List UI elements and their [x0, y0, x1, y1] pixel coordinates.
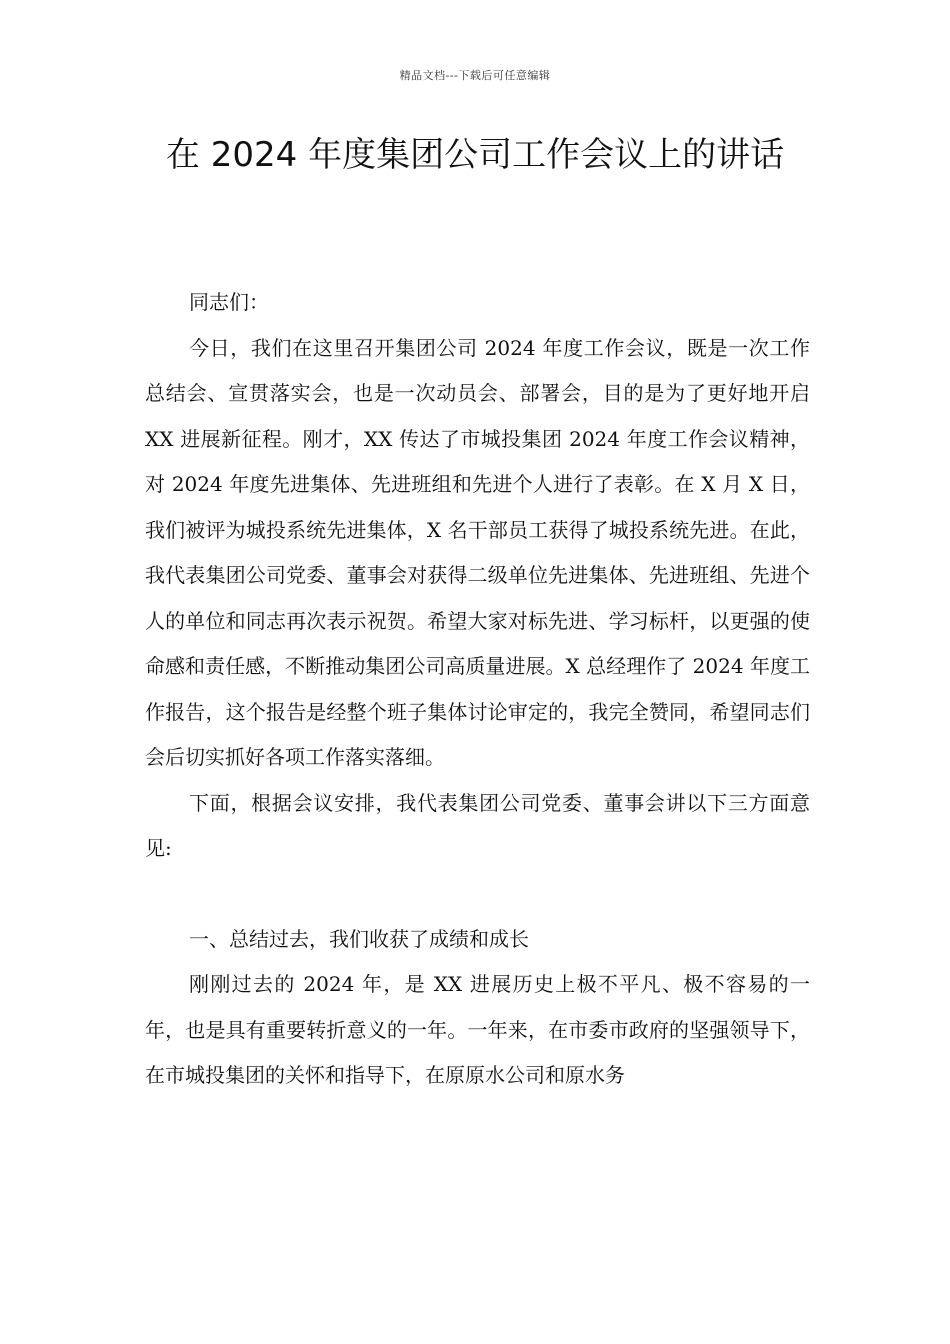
salutation: 同志们：: [189, 290, 269, 314]
paragraph-agenda: 下面，根据会议安排，我代表集团公司党委、董事会讲以下三方面意见:: [145, 790, 810, 860]
document-body: [145, 280, 810, 1099]
header-note: 精品文档---下载后可任意编辑: [399, 69, 551, 82]
paragraph-review: 刚刚过去的 2024 年，是 XX 进展历史上极不平凡、极不容易的一年，也是具有重要转折意义的一年。一年来，在市委市政府的坚强领导下，在市城投集团的关怀和指导下，在原原水公司和原水务: [145, 972, 810, 1087]
document-title: 在 2024 年度集团公司工作会议上的讲话: [165, 135, 785, 175]
section-heading-1: 一、总结过去，我们收获了成绩和成长: [189, 926, 529, 951]
paragraph-intro: 今日，我们在这里召开集团公司 2024 年度工作会议，既是一次工作总结会、宣贯落实会，也是一次动员会、部署会，目的是为了更好地开启 XX 进展新征程。刚才，XX 传达了市城投集团 2024 年度工作会议精神，对 2024 年度先进集体、先进班组和先进个人进行了表彰。在 X 月 X 日，我们被评为城投系统先进集体，X 名干部员工获得了城投系统先进。在此，我代表集团公司党委、董事会对获得二级单位先进集体、先进班组、先进个人的单位和同志再次表示祝贺。希望大家对标先进、学习标杆，以更强的使命感和责任感，不断推动集团公司高质量进展。X 总经理作了 2024 年度工作报告，这个报告是经整个班子集体讨论审定的，我完全赞同，希望同志们会后切实抓好各项工作落实落细。: [145, 335, 810, 769]
